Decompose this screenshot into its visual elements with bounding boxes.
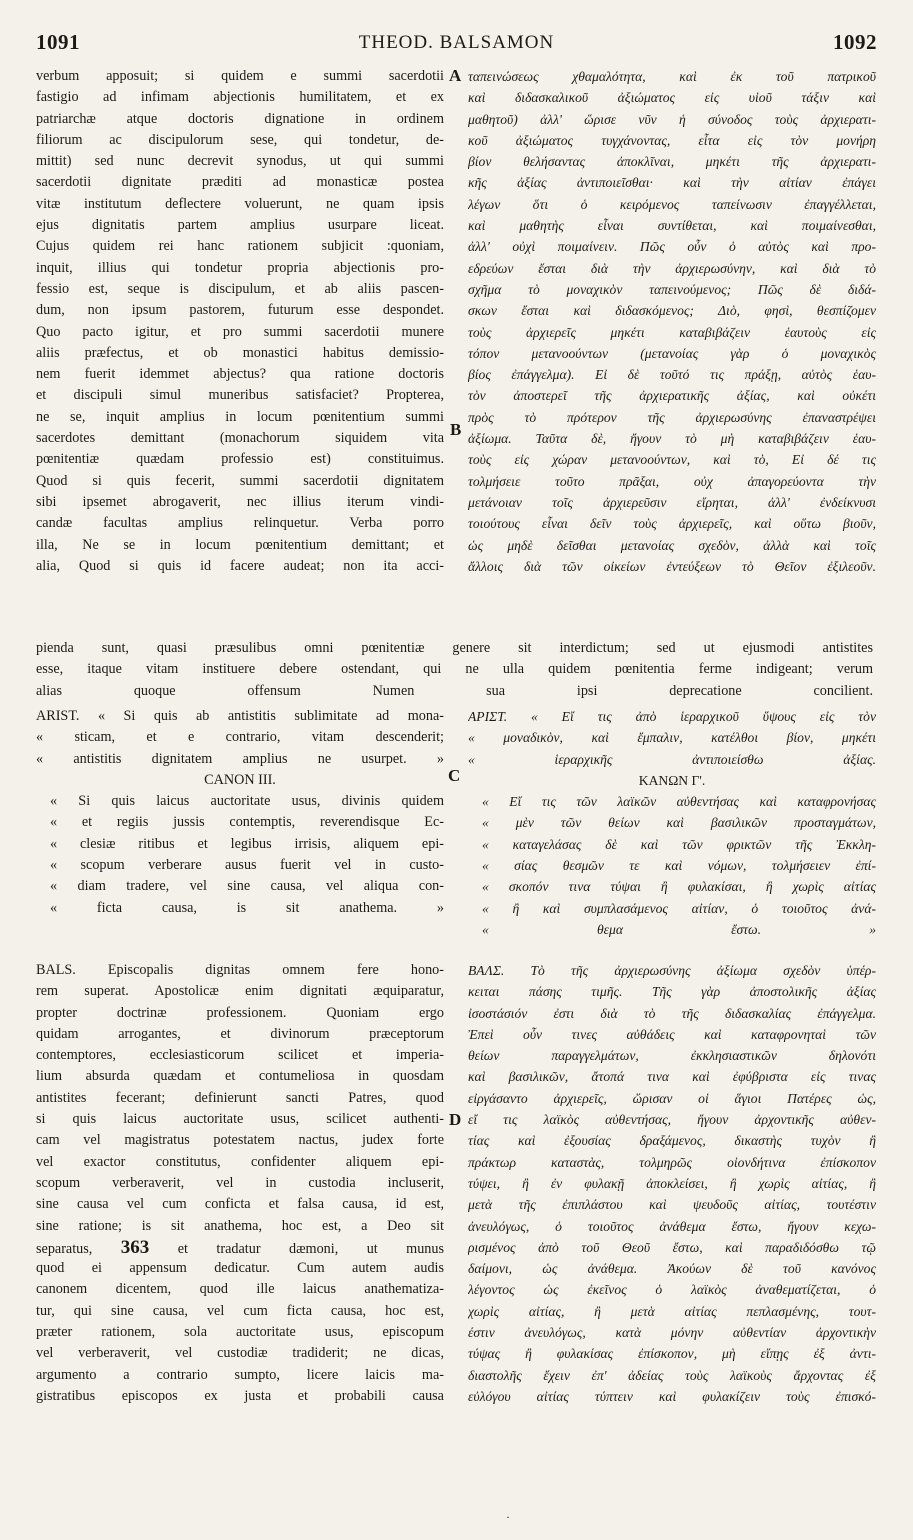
greek-text-line: καὶ διδασκαλικοῦ ἀξιώματος εἰς υἱοῦ τάξιν καὶ [468,90,876,106]
greek-text-line: τολμήσειε τοῦτο πρᾶξαι, οὐχ ἀπαγορεύοντα τὴν [468,473,876,489]
latin-commentary-line: rem superat. Apostolicæ enim dignitati æquiparatur, [36,983,444,1000]
greek-canon-heading: ΚΑΝΩΝ Γ'. [638,772,706,788]
latin-text-line: vitæ institutum deflectere voluerunt, ne quam ipsis [36,195,444,212]
greek-canon-section [468,706,876,940]
full-width-continuation [36,638,873,702]
latin-text-line: illa, Ne se in locum pœnitentium demittant; et [36,536,444,553]
latin-text-line: Cujus quidem rei hanc rationem subjicit :quoniam, [36,238,444,255]
running-header [36,30,877,58]
greek-commentary-text-line: έστιν ἀνευλόγως, κατὰ μόνην αὐθεντίαν ἀρχοντικὴν [468,1325,876,1341]
latin-text-line: verbum apposuit; si quidem e summi sacerdotii [36,68,444,84]
greek-commentary-text-line: ρισμένος ἀπὸ τοῦ Θεοῦ ἔστω, καὶ παραδιδόσθω τῷ [468,1239,876,1255]
greek-commentary-text-line: ἰσοστάσιόν ἐστι διὰ τὸ τῆς διδασκαλίας ἐπάγγελμα. [468,1005,876,1021]
greek-text-line: εδρεύων ἔσται διὰ τὴν ἀρχιερωσύνην, καὶ διὰ τὸ [468,260,876,276]
latin-commentary-fragment: et tradatur dæmoni, ut munus [177,1240,444,1257]
greek-text-line: μετάνοιαν τοῖς ἀρχιερεῦσιν εἴρηται, ἀλλ' ἐνδείκνυσι [468,494,876,510]
latin-canon-section [36,706,444,919]
latin-text-line: filiorum ac discipulorum sese, qui tondetur, de- [36,131,444,148]
latin-canon-text-line: « clesiæ ritibus et legibus irrisis, aliquem epi- [50,835,444,852]
latin-commentary-line: scopum verberaverit, vel in custodia incluserit, [36,1174,444,1191]
margin-marker-d: D [449,1110,462,1129]
greek-arist-line: « ἱεραρχικῆς ἀντιποιείσθω ἀξίας. [468,751,876,767]
greek-commentary-text-line: θείων παραγγελμάτων, ἐκκλησιαστικῶν δηλονότι [468,1048,876,1064]
greek-text-line: τὸν ἀποστερεῖ τῆς ἀρχιερατικῆς ἀξίας, καὶ οὐκέτι [468,388,876,404]
greek-text-line: κοῦ ἀξιώματος τυγχάνοντας, εἶτα εἰς τὸν μονήρη [468,132,876,148]
latin-text-line: ne se, inquit amplius in locum pœnitentium summi [36,408,444,425]
latin-text-line: fastigio ad infimam abjectionis humilitatem, et ex [36,89,444,106]
greek-commentary-text-line: ἀνευλόγως, ὁ τοιοῦτος ἀνάθεμα ἔστω, ἤγουν κεχω- [468,1218,876,1234]
greek-text-line: ἀλλ' οὐχὶ ποιμαίνειν. Πῶς οὖν ὁ αὐτὸς καὶ προ- [468,239,876,255]
greek-text-line: τοιούτους εἶναι δεῖν τοὺς ἀρχιερεῖς, καὶ οὕτω βιοῦν, [468,516,876,532]
latin-canon-heading: CANON III. [204,771,276,788]
latin-canon-text-line: « diam tradere, vel sine causa, vel aliqua con- [50,878,444,895]
greek-text-line: καὶ μαθητὴς εἶναι συντίθεται, καὶ ποιμαίνεσθαι, [468,218,876,234]
greek-commentary-text-line: δαίμονι, ὡς ἀνάθεμα. Ἀκούων δὲ τοῦ κανόνος [468,1261,876,1277]
latin-text-line: mittit) sed nunc decrevit synodus, ut qui summi [36,153,444,170]
greek-commentary-text-line: πράκτωρ καταστὰς, τολμηρῶς οἱονδήτινα ἐπίσκοπον [468,1154,876,1170]
latin-commentary-line: BALS. Episcopalis dignitas omnem fere hono- [36,962,444,978]
continuation-text-line: pienda sunt, quasi præsulibus omni pœnitentiæ genere sit interdictum; sed ut ejusmodi antistites [36,640,873,656]
greek-commentary-text-line: τύψει, ἢ ἐν φυλακῇ ἀποκλείσει, ἢ χωρὶς αἰτίας, ἢ [468,1175,876,1191]
greek-canon-text-line: « θεμα ἔστω. » [482,921,876,937]
column-number-363: 363 [120,1236,150,1258]
greek-text-line: βίον θελήσαντας ἀποκλῖναι, μηκέτι τῆς ἀρχιερατι- [468,154,876,170]
continuation-text-line: esse, itaque vitam instituere debere ostendant, qui ne ulla quidem pœnitentia ferme indigeant; verum [36,661,873,678]
latin-commentary-line: contemptores, ecclesiasticorum scilicet et imperia- [36,1047,444,1064]
latin-commentary-line: propter doctrinæ professionem. Quoniam ergo [36,1004,444,1021]
greek-commentary-text-line: Ἐπεὶ οὖν τινες αὐθάδεις καὶ καταφρονηταὶ τῶν [468,1026,876,1042]
latin-commentary-line: quod ei appensum dedicatur. Cum autem audis [36,1260,444,1277]
greek-text-line: κῆς ἀξίας ἀντιποιεῖσθαι· καὶ τὴν αἰτίαν ἐπάγει [468,175,876,191]
greek-commentary-text-line: εἰργάσαντο ἀρχιερεῖς, ὥρισαν οἱ ἅγιοι Πατέρες ὡς, [468,1090,876,1106]
latin-commentary-line: quidam arrogantes, et divinorum præceptorum [36,1025,444,1042]
margin-marker-b: B [450,420,462,439]
greek-text-line: σκων ἔσται καὶ διδασκόμενος; Διὸ, φησὶ, θεσπίζομεν [468,303,876,319]
greek-text-line: ὡς μηδὲ δεῖσθαι μετανοίας σχεδὸν, ἀλλὰ καὶ τοῖς [468,537,876,553]
greek-text-line: ταπεινώσεως χθαμαλότητα, καὶ ἐκ τοῦ πατρικοῦ [468,69,876,84]
greek-commentary-text-line: καὶ βασιλικῶν, ἄτοπά τινα καὶ ἐφύβριστα εἰς τινας [468,1069,876,1085]
greek-text-line: ἀξίωμα. Ταῦτα δὲ, ἤγουν τὸ μὴ καταβιβάζειν ἑαυ- [468,431,876,447]
greek-commentary-text-line: χωρὶς αἰτίας, ἢ μετὰ αἰτίας πεπλασμένης, τουτ- [468,1303,876,1319]
latin-text-line: candæ facultas amplius relinquetur. Verba porro [36,515,444,532]
greek-commentary-text-line: εὐλόγου αἰτίας τύπτειν καὶ φυλακίζειν τοὺς ἐπισκό- [468,1388,876,1404]
page-speck: · [506,1510,510,1524]
greek-column-top [468,66,876,577]
latin-commentary-line: sine ratione; is sit anathema, hoc est, a Deo sit [36,1217,444,1234]
greek-text-line: λέγων ὅτι ὁ κειρόμενος ταπείνωσιν ἐπαγγέλλεται, [468,196,876,212]
latin-commentary-line: argumento a contrario sumpto, licere laicis ma- [36,1366,444,1383]
greek-canon-text-line: « Εἴ τις τῶν λαϊκῶν αὐθεντήσας καὶ καταφρονήσας [482,794,876,810]
continuation-text-line: alias quoque offensum Numen sua ipsi deprecatione concilient. [36,682,873,699]
latin-commentary-line: cam vel magistratus potestatem nactus, judex forte [36,1132,444,1149]
latin-commentary-line: gistratibus episcopos ex justa et probabili causa [36,1387,444,1404]
greek-arist-line: « μοναδικὸν, καὶ ἔμπαλιν, κατέλθοι βίον, μηκέτι [468,730,876,746]
latin-text-line: Quo pacto igitur, et pro summi sacerdotii munere [36,323,444,340]
greek-commentary-text-line: τύψας ἢ φυλακίσας ἐπίσκοπον, μὴ εἴπῃς ἐξ ἀντι- [468,1346,876,1362]
greek-canon-text-line: « σίας θεσμῶν τε καὶ νόμων, τολμήσειεν ἐπί- [482,858,876,874]
greek-commentary [468,960,876,1407]
greek-canon-text-line: « καταγελάσας δὲ καὶ τῶν φρικτῶν τῆς Ἐκκλη- [482,836,876,852]
latin-text-line: sibi ipsemet abrogaverit, nec illius iterum vindi- [36,493,444,510]
latin-commentary-line: vel verberaverit, vel custodiæ tradiderit; ne dicas, [36,1345,444,1362]
page-number-right: 1092 [833,30,877,54]
latin-text-line: nem fuerit idemmet abjectus? qua ratione doctoris [36,366,444,383]
latin-commentary [36,960,444,1407]
latin-column-top [36,66,444,577]
latin-text-line: sacerdotes demittant (monachorum siquidem vita [36,430,444,447]
greek-canon-text-line: « ἢ καὶ συμπλασάμενος αἰτίαν, ὁ τοιοῦτος ἀνά- [482,900,876,916]
latin-text-line: et discipuli simul muneribus satisfaciet? Propterea, [36,387,444,404]
latin-text-line: ejus dignitatis partem amplius usurpare liceat. [36,217,444,234]
latin-commentary-line: canonem dicentem, quod ille laicus anathematiza- [36,1281,444,1298]
latin-text-line: inquit, illius qui tondetur propria abjectionis pro- [36,259,444,276]
latin-arist-line: « antistitis dignitatem amplius ne usurpet. » [36,750,444,767]
greek-arist-line: ΑΡΙΣΤ. « Εἴ τις ἀπὸ ἱεραρχικοῦ ὕψους εἰς τὸν [468,709,876,724]
greek-canon-text-line: « μὲν τῶν θείων καὶ βασιλικῶν προσταγμάτων, [482,815,876,831]
latin-arist-line: ARIST. « Si quis ab antistitis sublimitate ad mona- [36,708,444,724]
page-number-left: 1091 [36,30,80,54]
latin-canon-text-line: « Si quis laicus auctoritate usus, divinis quidem [50,793,444,810]
latin-commentary-line: sine causa vel cum conficta et falsa causa, id est, [36,1196,444,1213]
latin-text-line: pœnitentiæ quædam professio est) constituimus. [36,451,444,468]
latin-commentary-line: si quis laicus auctoritate usus, scilicet authenti- [36,1111,444,1128]
latin-commentary-line: præter rationem, sola auctoritate usus, episcopum [36,1324,444,1341]
latin-text-line: aliis præfectus, et ob monastici habitus demissio- [36,344,444,361]
greek-commentary-text-line: ΒΑΛΣ. Τὸ τῆς ἀρχιερωσύνης ἀξίωμα σχεδὸν ὑπέρ- [468,963,876,978]
latin-text-line: dum, non ipsum pastorem, futurum esse despondet. [36,302,444,319]
latin-arist-line: « sticam, et e contrario, vitam descenderit; [36,729,444,746]
greek-canon-text-line: « σκοπόν τινα τύψαι ἢ φυλακίσαι, ἢ χωρὶς αἰτίας [482,879,876,895]
margin-marker-c: C [448,766,461,785]
greek-text-line: τοὺς ἀρχιερεῖς μηκέτι καταβιβάζειν ἑαυτοὺς εἰς [468,324,876,340]
greek-text-line: ἄλλοις διὰ τῶν οἰκείων ἐντεύξεων τὸ Θεῖον ἐξιλεοῦν. [468,558,876,574]
margin-marker-a: A [449,66,462,85]
latin-canon-text-line: « et regiis jussis contemptis, reverendisque Ec- [50,814,444,831]
latin-text-line: fessio est, seque is discipulum, et ab aliis pascen- [36,280,444,297]
greek-commentary-text-line: τίας καὶ ἐξουσίας δραξάμενος, δικαστὴς τυχὸν ἢ [468,1133,876,1149]
latin-commentary-line [36,1237,444,1258]
greek-text-line: σχῆμα τὸ μοναχικὸν ταπεινούμενος; Πῶς δὲ διδά- [468,281,876,297]
latin-text-line: patriarchæ atque doctoris dignatione in ordinem [36,110,444,127]
latin-commentary-fragment: separatus, [36,1240,93,1257]
latin-commentary-line: lium absurda quædam et contumeliosa in quosdam [36,1068,444,1085]
greek-commentary-text-line: διαστολῆς ἔχειν ἐπ' ἀδείας τοὺς λαϊκοὺς ἄρχοντας ἐξ [468,1367,876,1383]
greek-commentary-text-line: μετὰ τῆς ἐπιπλάστου καὶ ψευδοῦς αἰτίας, τουτέστιν [468,1197,876,1213]
greek-text-line: τοὺς εἰς χώραν μετανοούντων, καὶ τὸ, Εἰ δέ τις [468,452,876,468]
greek-commentary-text-line: λέγοντος ὡς ἐκεῖνος ὁ λαϊκὸς ἀναθεματίζεται, ὁ [468,1282,876,1298]
greek-text-line: βίος ἐπάγγελμα). Εἰ δὲ τοῦτό τις πράξῃ, αὐτὸς ἑαυ- [468,367,876,383]
greek-text-line: πρὸς τὸ πρότερον τῆς ἀρχιερωσύνης ἐπαναστρέψει [468,409,876,425]
greek-commentary-text-line: εἴ τις λαϊκὸς αὐθεντήσας, ἤγουν ἀρχοντικῆς αὐθεν- [468,1112,876,1128]
latin-canon-text-line: « scopum verberare ausus fuerit vel in custo- [50,857,444,874]
running-title: THEOD. BALSAMON [358,32,555,53]
greek-text-line: τόπον μετανοούντων (μετανοίας γὰρ ὁ μοναχικὸς [468,345,876,361]
latin-canon-text-line: « ficta causa, is sit anathema. » [50,899,444,916]
latin-commentary-line: tur, qui sine causa, vel cum ficta causa, hoc est, [36,1302,444,1319]
latin-text-line: sacerdotii dignitate præditi ad monasticæ postea [36,174,444,191]
greek-commentary-text-line: κειται πάσης τιμῆς. Τῆς γὰρ ἀποστολικῆς ἀξίας [468,984,876,1000]
latin-text-line: alia, Quod si quis id facere audeat; non ita acci- [36,557,444,574]
latin-text-line: Quod si quis fecerit, summi sacerdotii dignitatem [36,472,444,489]
greek-text-line: μαθητοῦ) ἀλλ' ὥρισε νῦν ἡ σύνοδος τοὺς ἀρχιερατι- [468,111,876,127]
latin-commentary-line: antistites fecerant; definierunt sancti Patres, quod [36,1089,444,1106]
latin-commentary-line: vel exactor constitutus, confidenter aliquem epi- [36,1153,444,1170]
